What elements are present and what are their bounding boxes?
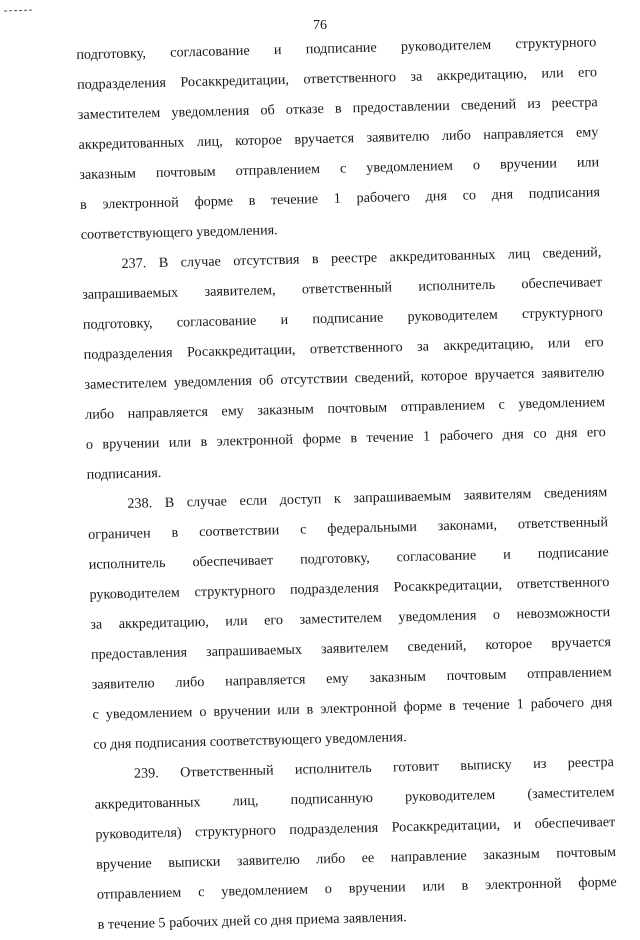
text-line: соответствующего уведомления. [80,222,278,243]
paragraph-239 [94,747,618,940]
text-line: отправлением с уведомлением о вручении или в электронной форме [96,874,617,903]
text-line: предоставления запрашиваемых заявителем сведений, которое вручается [90,634,612,663]
text-line: исполнитель обеспечивает подготовку, согласование и подписание [88,544,609,573]
text-line: подписания. [86,465,162,483]
text-line: подразделения Росаккредитации, ответственного за аккредитацию, или его [83,334,604,363]
text-line: подразделения Росаккредитации, ответственного за аккредитацию, или его [76,64,598,93]
scan-artifact-mark [4,8,34,14]
text-line: заместителем уведомления об отсутствии сведений, которое вручается заявителю [84,364,605,393]
text-line: в электронной форме в течение 1 рабочего дня со дня подписания [79,184,601,213]
text-line: 239. Ответственный исполнитель готовит выписку из реестра [133,754,614,782]
text-line: заместителем уведомления об отказе в предоставлении сведений из реестра [77,94,598,123]
text-line: о вручении или в электронной форме в течение 1 рабочего дня со дня его [85,424,606,453]
paragraph-237 [81,237,607,490]
text-line: заявителю либо направляется ему заказным почтовым отправлением [91,664,612,693]
paragraph-238 [87,477,613,760]
text-line: со дня подписания соответствующего уведомления. [93,729,407,753]
paragraph-continuation [76,27,601,250]
document-body [76,27,618,939]
text-line: 238. В случае если доступ к запрашиваемым заявителям сведениям [127,484,608,512]
text-line: подготовку, согласование и подписание руководителем структурного [76,34,597,63]
text-line: запрашиваемых заявителем, ответственный исполнитель обеспечивает [82,274,603,303]
text-line: за аккредитацию, или его заместителем уведомления о невозможности [90,604,611,633]
text-line: с уведомлением о вручении или в электронной форме в течение 1 рабочего дня [92,694,613,723]
text-line: заказным почтовым отправлением с уведомлением о вручении или [79,154,600,183]
text-line: в течение 5 рабочих дней со дня приема заявления. [97,909,407,933]
text-line: подготовку, согласование и подписание руководителем структурного [82,304,604,333]
page-number: 76 [313,18,327,33]
text-line: 237. В случае отсутствия в реестре аккредитованных лиц сведений, [121,244,602,272]
text-line: аккредитованных лиц, подписанную руководителем (заместителем [94,784,615,813]
text-line: вручение выписки заявителю либо ее направление заказным почтовым [95,844,617,873]
text-line: руководителя) структурного подразделения Росаккредитации, и обеспечивает [95,814,616,843]
text-line: ограничен в соответствии с федеральными законами, ответственный [87,514,609,543]
text-line: аккредитованных лиц, которое вручается заявителю либо направляется ему [78,124,599,153]
text-line: либо направляется ему заказным почтовым отправлением с уведомлением [84,394,606,423]
text-line: руководителем структурного подразделения Росаккредитации, ответственного [89,574,610,603]
